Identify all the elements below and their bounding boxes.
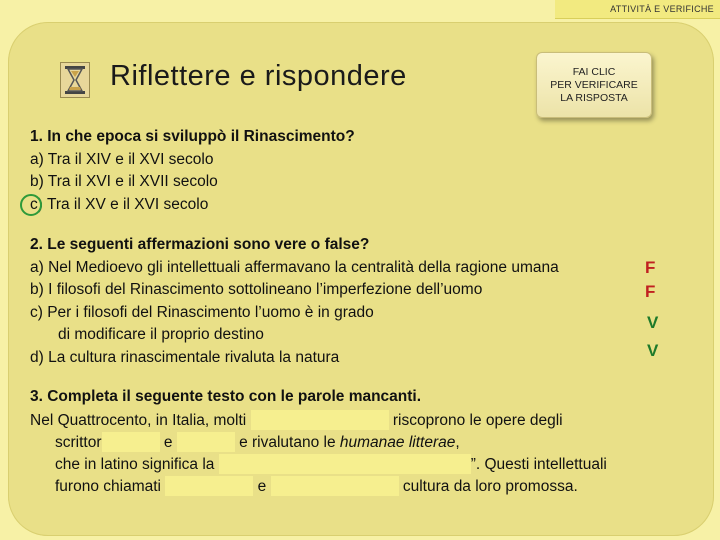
answer-d: V <box>647 341 659 360</box>
fill-text: furono chiamati <box>55 478 161 495</box>
check-answer-button[interactable]: FAI CLIC PER VERIFICARE LA RISPOSTA <box>536 52 652 118</box>
fill-text: riscoprono le opere degli <box>392 412 563 429</box>
statement-d: d) La cultura rinascimentale rivaluta la natura <box>30 348 340 366</box>
blank-6[interactable] <box>271 476 399 496</box>
fill-text: e <box>163 434 173 451</box>
question-2-text: 2. Le seguenti affermazioni sono vere o false? <box>30 236 370 253</box>
blank-5[interactable] <box>165 476 253 496</box>
answer-a: F <box>645 258 656 277</box>
answer-b: F <box>645 282 656 301</box>
selected-answer-circle <box>20 194 42 216</box>
fill-line-2 <box>55 432 460 452</box>
fill-line-4 <box>55 476 578 496</box>
blank-4[interactable] <box>219 454 471 474</box>
question-3-text: 3. Completa il seguente testo con le parole mancanti. <box>30 388 422 405</box>
section-tab: ATTIVITÀ E VERIFICHE <box>555 0 720 19</box>
statement-b: b) I filosofi del Rinascimento sottolineano l’imperfezione dell’uomo <box>30 281 483 298</box>
fill-text: ”. Questi intellettuali <box>470 456 607 473</box>
blank-3[interactable] <box>177 432 235 452</box>
question-2 <box>30 234 559 369</box>
fill-text: e <box>257 478 267 495</box>
hourglass-icon <box>60 62 90 98</box>
statement-c: c) Per i filosofi del Rinascimento l’uomo è in grado <box>30 303 374 321</box>
fill-line-1 <box>30 410 563 430</box>
fill-text: cultura da loro promossa. <box>402 478 578 495</box>
fill-text: e rivalutano le <box>239 434 336 451</box>
question-1 <box>30 126 355 216</box>
fill-text: scrittor <box>55 434 102 451</box>
question-1-option-a[interactable]: a) Tra il XIV e il XVI secolo <box>30 150 214 168</box>
question-1-text: 1. In che epoca si sviluppò il Rinascimento? <box>30 128 355 145</box>
fill-line-3 <box>55 454 607 474</box>
fill-text: che in latino significa la <box>55 456 215 473</box>
blank-2[interactable] <box>102 432 160 452</box>
page-title: Riflettere e rispondere <box>110 60 407 92</box>
statement-a: a) Nel Medioevo gli intellettuali affermavano la centralità della ragione umana <box>30 258 559 276</box>
question-1-option-c[interactable]: c) Tra il XV e il XVI secolo <box>30 195 209 213</box>
question-1-option-b[interactable]: b) Tra il XVI e il XVII secolo <box>30 173 218 190</box>
fill-text: , <box>455 434 460 451</box>
blank-1[interactable] <box>251 410 389 430</box>
fill-text: Nel Quattrocento, in Italia, molti <box>30 412 247 429</box>
answer-c: V <box>647 313 659 332</box>
fill-italic: humanae litterae <box>339 434 456 451</box>
statement-c-continued: di modificare il proprio destino <box>58 326 264 343</box>
